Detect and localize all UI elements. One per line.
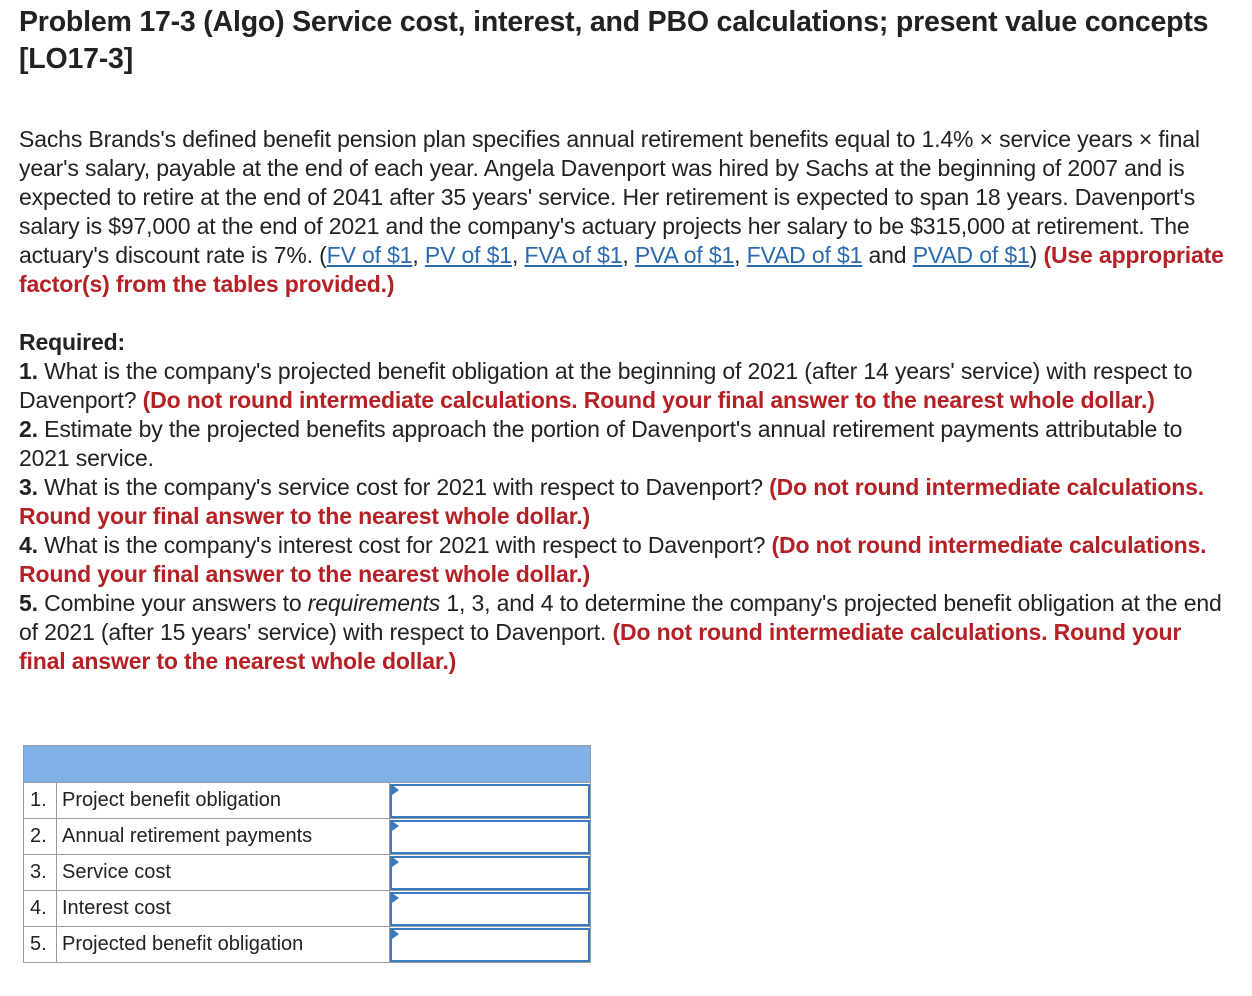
answer-input-service-cost[interactable] <box>390 856 590 890</box>
input-marker-icon <box>392 821 399 831</box>
separator: , <box>734 242 747 268</box>
row-number: 4. <box>24 891 57 927</box>
answer-cell <box>390 783 591 819</box>
requirement-note: (Do not round intermediate calculations. Round your final answer to the nearest whole dollar.) <box>19 532 1207 587</box>
answer-cell <box>390 819 591 855</box>
input-marker-icon <box>392 857 399 867</box>
requirement-note: (Do not round intermediate calculations. Round your final answer to the nearest whole dollar.) <box>19 474 1204 529</box>
table-row <box>24 783 591 819</box>
table-header-row <box>24 746 591 783</box>
required-section <box>19 328 1229 676</box>
separator: ) <box>1029 242 1038 268</box>
input-marker-icon <box>392 929 399 939</box>
link-pvad[interactable]: PVAD of $1 <box>912 242 1030 268</box>
requirement-number: 4. <box>19 532 38 558</box>
requirement-number: 3. <box>19 474 38 500</box>
answer-input-pbo-end[interactable] <box>390 928 590 962</box>
table-row <box>24 855 591 891</box>
requirement-note: (Do not round intermediate calculations. Round your final answer to the nearest whole dollar.) <box>142 387 1155 413</box>
row-label: Annual retirement payments <box>57 819 390 855</box>
row-number: 1. <box>24 783 57 819</box>
separator: and <box>862 242 913 268</box>
instruction-note: (Use appropriate factor(s) from the tables provided.) <box>19 242 1224 297</box>
requirement-text: Combine your answers to <box>44 590 308 616</box>
requirement-5 <box>19 589 1229 676</box>
requirement-number: 5. <box>19 590 38 616</box>
answer-input-pbo-beginning[interactable] <box>390 784 590 818</box>
requirement-text: What is the company's projected benefit obligation at the beginning of 2021 (after 14 years' service) with respect to Davenport? <box>19 358 1193 413</box>
row-number: 2. <box>24 819 57 855</box>
requirement-2 <box>19 415 1229 473</box>
link-fv[interactable]: FV of $1 <box>326 242 413 268</box>
requirement-text-italic: requirements <box>307 590 441 616</box>
answer-cell <box>390 855 591 891</box>
requirement-text: What is the company's interest cost for 2021 with respect to Davenport? <box>44 532 766 558</box>
row-label: Project benefit obligation <box>57 783 390 819</box>
row-label: Service cost <box>57 855 390 891</box>
row-label: Interest cost <box>57 891 390 927</box>
table-row <box>24 819 591 855</box>
input-marker-icon <box>392 893 399 903</box>
link-fvad[interactable]: FVAD of $1 <box>746 242 863 268</box>
requirement-4 <box>19 531 1229 589</box>
problem-title: Problem 17-3 (Algo) Service cost, interest, and PBO calculations; present value concepts [LO17-3] <box>19 6 1209 75</box>
answer-input-annual-payments[interactable] <box>390 820 590 854</box>
requirement-number: 2. <box>19 416 38 442</box>
problem-intro <box>19 125 1229 299</box>
separator: , <box>622 242 635 268</box>
row-number: 5. <box>24 927 57 963</box>
input-marker-icon <box>392 785 399 795</box>
requirement-text: What is the company's service cost for 2021 with respect to Davenport? <box>44 474 763 500</box>
link-fva[interactable]: FVA of $1 <box>524 242 623 268</box>
requirement-3 <box>19 473 1229 531</box>
link-pva[interactable]: PVA of $1 <box>634 242 735 268</box>
answer-cell <box>390 927 591 963</box>
link-pv[interactable]: PV of $1 <box>424 242 512 268</box>
requirement-number: 1. <box>19 358 38 384</box>
requirement-1 <box>19 357 1229 415</box>
table-row <box>24 927 591 963</box>
intro-text: Sachs Brands's defined benefit pension plan specifies annual retirement benefits equal to 1.4% × service years × final year's salary, payable at the end of each year. Angela Davenport was hired by Sachs at the beginning of 2007 and is expected to retire at the end of 2041 after 35 years' service. Her retirement is expected to span 18 years. Davenport's salary is $97,000 at the end of 2021 and the company's actuary projects her salary to be $315,000 at retirement. The actuary's discount rate is 7%. ( <box>19 126 1200 268</box>
answer-input-interest-cost[interactable] <box>390 892 590 926</box>
separator: , <box>412 242 425 268</box>
requirement-text: 1, 3, and 4 to determine the company's projected benefit obligation at the end of 2021 (after 15 years' service) with respect to Davenport. <box>19 590 1222 645</box>
separator: , <box>511 242 525 268</box>
table-row <box>24 891 591 927</box>
answer-table <box>23 745 591 963</box>
answer-cell <box>390 891 591 927</box>
required-heading: Required: <box>19 329 125 355</box>
row-number: 3. <box>24 855 57 891</box>
row-label: Projected benefit obligation <box>57 927 390 963</box>
requirement-text: Estimate by the projected benefits approach the portion of Davenport's annual retirement payments attributable to 2021 service. <box>19 416 1183 471</box>
requirement-note: (Do not round intermediate calculations. Round your final answer to the nearest whole dollar.) <box>19 619 1182 674</box>
table-header <box>24 746 591 783</box>
